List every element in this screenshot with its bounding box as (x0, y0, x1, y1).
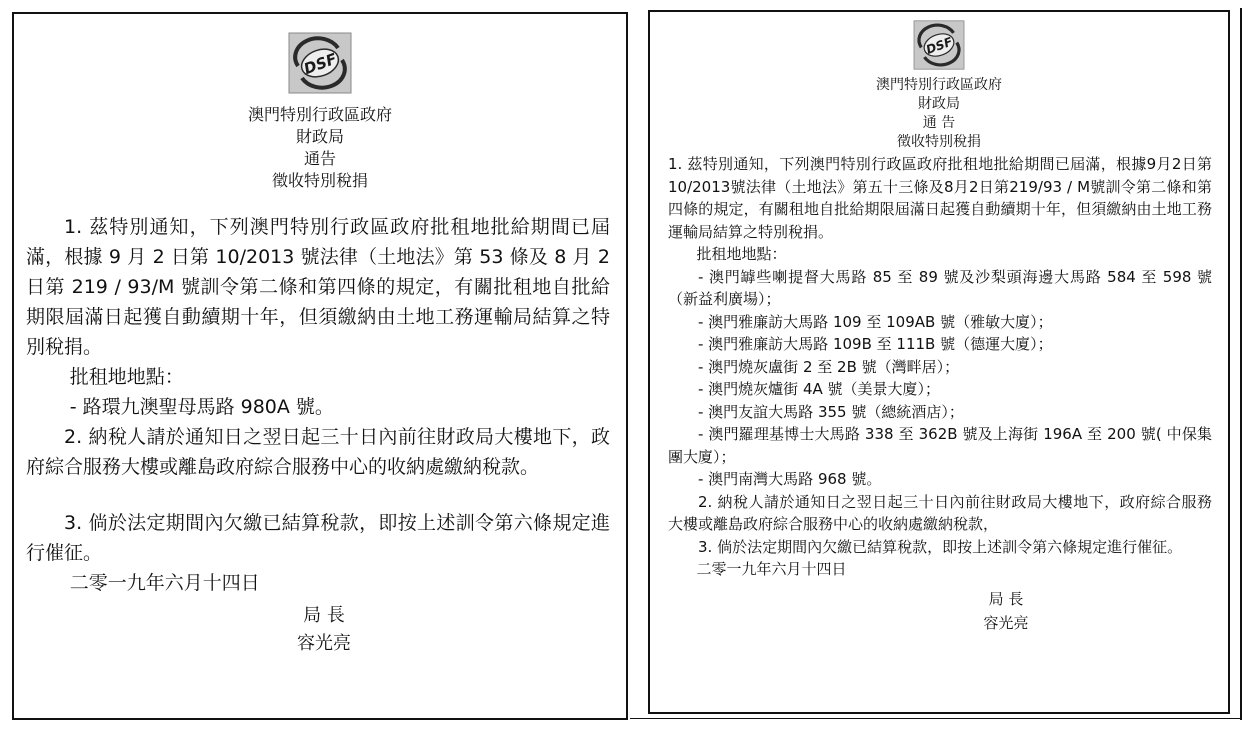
paragraph-2: 2. 納稅人請於通知日之翌日起三十日內前往財政局大樓地下，政府綜合服務大樓或離島政府綜合服務中心的收納處繳納稅款， (668, 492, 1212, 533)
signature-title: 局 長 (988, 589, 1024, 608)
header-notice: 通 告 (922, 115, 956, 131)
paragraph-3: 3. 倘於法定期間內欠繳已結算稅款，即按上述訓令第六條規定進行催征。 (698, 537, 1183, 556)
signature-name: 容光亮 (297, 633, 351, 654)
header-notice: 通告 (303, 149, 336, 168)
notice-body (650, 153, 1228, 581)
header-bureau: 財政局 (295, 127, 344, 146)
location-item: - 澳門南灣大馬路 968 號。 (698, 470, 882, 488)
location-item: - 澳門燒灰爐街 4A 號（美景大廈）； (698, 380, 941, 398)
notice-date: 二零一九年六月十四日 (696, 560, 847, 578)
dsf-logo-icon (288, 32, 352, 94)
header-government: 澳門特別行政區政府 (876, 77, 1002, 93)
signature-name: 容光亮 (983, 613, 1029, 632)
notice-date: 二零一九年六月十四日 (69, 572, 260, 594)
location-item: - 澳門友誼大馬路 355 號（總統酒店）； (698, 402, 964, 421)
dsf-logo-icon (913, 20, 965, 70)
paragraph-2: 2. 納稅人請於通知日之翌日起三十日內前往財政局大樓地下，政府綜合服務大樓或離島政府綜合服務中心的收納處繳納稅款。 (26, 426, 610, 478)
page-rule-bottom (630, 718, 1242, 719)
header-subject: 徵收特別稅捐 (271, 171, 368, 190)
locations-label: 批租地地點： (69, 366, 184, 388)
signature-title: 局 長 (303, 605, 345, 626)
paragraph-3: 3. 倘於法定期間內欠繳已結算稅款，即按上述訓令第六條規定進行催征。 (26, 512, 610, 564)
paragraph-1: 1. 茲特別通知，下列澳門特別行政區政府批租地批給期間已屆滿，根據 9 月 2 日第 10/2013 號法律（土地法》第 53 條及 8 月 2 日第 219 / 93/M 號訓令第二條和第四條的規定，有關批租地自批給期限屆滿日起獲自動續期十年，但須繳納由土地工務運輸局結算之特別稅捐。 (26, 216, 610, 358)
notice-body (14, 212, 626, 598)
location-item: - 澳門燒灰盧街 2 至 2B 號（灣畔居）； (698, 357, 960, 376)
paragraph-1: 1. 茲特別通知，下列澳門特別行政區政府批租地批給期間已屆滿，根據9月2日第10/2013號法律（土地法》第五十三條及8月2日第219/93 / M號訓令第二條和第四條的規定，有關租地自批給期限屆滿日起獲自動續期十年，但須繳納由土地工務運輸局結算之特別稅捐。 (668, 155, 1212, 241)
logo-text: DSF (301, 49, 340, 79)
location-item: - 路環九澳聖母馬路 980A 號。 (69, 396, 334, 418)
location-item: - 澳門羅理基博士大馬路 338 至 362B 號及上海街 196A 至 200 號( 中保集團大廈）； (668, 425, 1212, 466)
notice-right (648, 10, 1230, 714)
logo-text: DSF (924, 34, 955, 57)
notice-left (12, 12, 628, 720)
header-bureau: 財政局 (918, 96, 960, 112)
header-government: 澳門特別行政區政府 (247, 105, 392, 124)
page-rule-vertical (1240, 8, 1242, 720)
location-item: - 澳門雅廉訪大馬路 109 至 109AB 號（雅敏大廈）； (698, 312, 1053, 331)
locations-label: 批租地地點： (696, 245, 787, 263)
location-item: - 澳門雅廉訪大馬路 109B 至 111B 號（德運大廈）； (698, 335, 1053, 353)
header-subject: 徵收特別稅捐 (897, 134, 981, 150)
location-item: - 澳門罅些喇提督大馬路 85 至 89 號及沙梨頭海邊大馬路 584 至 598 號（新益利廣場）； (668, 267, 1212, 308)
